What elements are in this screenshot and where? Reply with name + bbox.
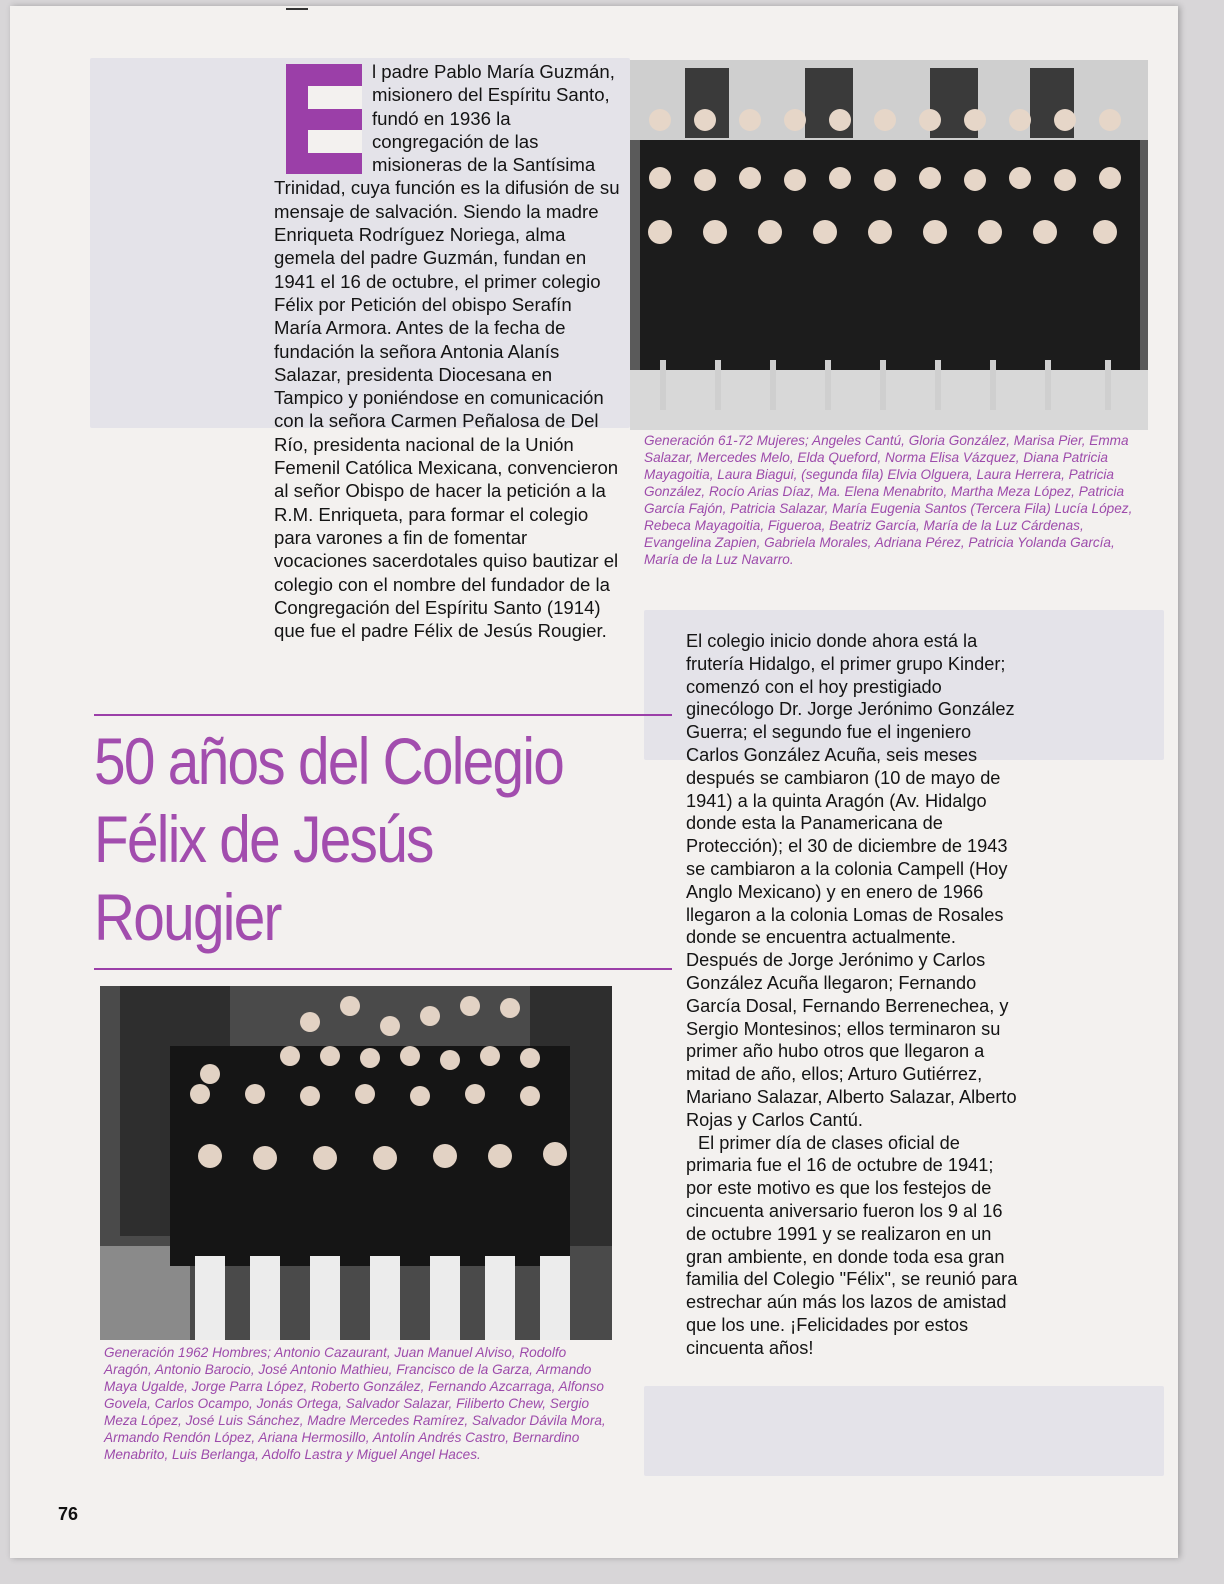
title-line-3: Rougier (94, 880, 281, 954)
drop-cap (286, 64, 362, 174)
body-right-column (686, 630, 1024, 1360)
intro-paragraph (274, 60, 624, 642)
article-title (94, 722, 601, 956)
title-rule-bottom (94, 968, 672, 970)
page-number: 76 (58, 1504, 79, 1524)
photo-girls-generation (630, 60, 1148, 430)
body-paragraph-1: El colegio inicio donde ahora está la frutería Hidalgo, el primer grupo Kinder; comenzó con el hoy prestigiado ginecólogo Dr. Jorge Jerónimo González Guerra; el segundo fue el ingeniero Carlos González Acuña, seis meses después se cambiaron (10 de mayo de 1941) a la quinta Aragón (Av. Hidalgo donde esta la Panamericana de Protección); el 30 de diciembre de 1943 se cambiaron a la colonia Campell (Hoy Anglo Mexicano) y en enero de 1966 llegaron a la colonia Lomas de Rosales donde se encuentra actualmente. Después de Jorge Jerónimo y Carlos González Acuña llegaron; Fernando García Dosal, Fernando Berrenechea, y Sergio Montesinos; ellos terminaron su primer año hubo otros que llegaron a mitad de año, ellos; Arturo Gutiérrez, Mariano Salazar, Alberto Salazar, Alberto Rojas y Carlos Cantú. (686, 631, 1017, 1130)
title-line-2: Félix de Jesús (94, 802, 433, 876)
group-photo-boys-image (100, 986, 612, 1340)
caption-girls: Generación 61-72 Mujeres; Angeles Cantú, Gloria González, Marisa Pier, Emma Salazar, Mercedes Melo, Elda Queford, Norma Elisa Vázquez, Diana Patricia Mayagoitia, Laura Biagui, (segunda fila) Elvia Olguera, Laura Herrera, Patricia González, Rocío Arias Díaz, Ma. Elena Menabrito, Martha Meza López, Patricia García Fajón, Patricia Salazar, María Eugenia Santos (Tercera Fila) Lucía López, Rebeca Mayagoitia, Figueroa, Beatriz García, María de la Luz Cárdenas, Evangelina Zapien, Gabriela Morales, Adriana Pérez, Patricia Yolanda García, María de la Luz Navarro. (644, 433, 1133, 567)
intro-text: l padre Pablo María Guzmán, misionero del Espíritu Santo, fundó en 1936 la congregación de las misioneras de la Santísima Trinidad, cuya función es la difusión de su mensaje de salvación. Siendo la madre Enriqueta Rodríguez Noriega, alma gemela del padre Guzmán, fundan en 1941 el 16 de octubre, el primer colegio Félix por Petición del obispo Serafín María Armora. Antes de la fecha de fundación la señora Antonia Alanís Salazar, presidenta Diocesana en Tampico y poniéndose en comunicación con la señora Carmen Peñalosa de Del Río, presidenta nacional de la Unión Femenil Católica Mexicana, convencieron al señor Obispo de hacer la petición a la R.M. Enriqueta, para formar el colegio para varones a fin de fomentar vocaciones sacerdotales quiso bautizar el colegio con el nombre del fundador de la Congregación del Espíritu Santo (1914) que fue el padre Félix de Jesús Rougier. (274, 61, 620, 642)
photo-boys-generation (100, 986, 612, 1340)
caption-boys: Generación 1962 Hombres; Antonio Cazaurant, Juan Manuel Alviso, Rodolfo Aragón, Antonio Barocio, José Antonio Mathieu, Francisco de la Garza, Armando Maya Ugalde, Jorge Parra López, Roberto González, Fernando Azcarraga, Alfonso Govela, Carlos Ocampo, Jonás Ortega, Salvador Salazar, Filiberto Chew, Sergio Meza López, José Luis Sánchez, Madre Mercedes Ramírez, Salvador Dávila Mora, Armando Rendón López, Ariana Hermosillo, Antolín Andrés Castro, Bernardino Menabrito, Luis Berlanga, Adolfo Lastra y Miguel Angel Haces. (104, 1345, 606, 1462)
group-photo-girls-image (630, 60, 1148, 430)
body-paragraph-2: El primer día de clases oficial de primaria fue el 16 de octubre de 1941; por este motivo es que los festejos de cincuenta aniversario fueron los 9 al 16 de octubre 1991 y se realizaron en un gran ambiente, en donde toda esa gran familia del Colegio "Félix", se reunió para estrechar aún más los lazos de amistad que los une. ¡Felicidades por estos cincuenta años! (686, 1132, 1018, 1358)
title-rule-top (94, 714, 672, 716)
background-panel-right-lower (644, 1386, 1164, 1476)
top-mark (286, 8, 308, 10)
title-line-1: 50 años del Colegio (94, 724, 564, 798)
magazine-page (10, 6, 1178, 1558)
